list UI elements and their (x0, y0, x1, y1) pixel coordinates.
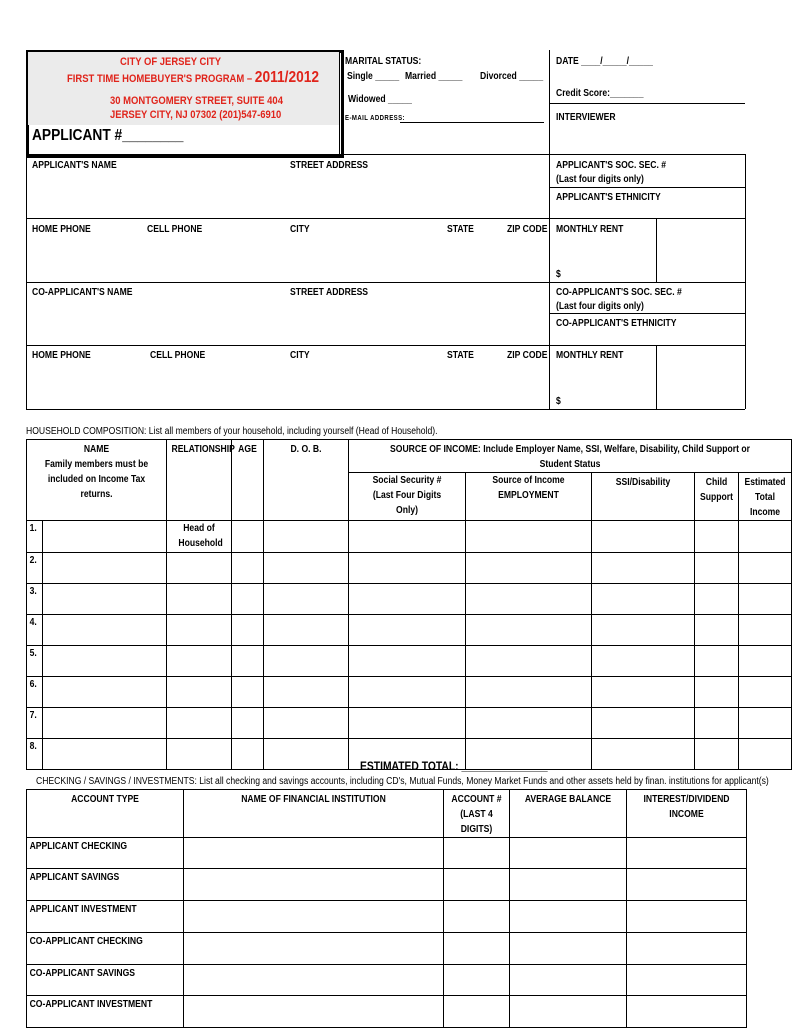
applicant-zip-label[interactable]: ZIP CODE (507, 224, 548, 235)
applicant-rent-dollar: $ (556, 269, 561, 280)
col-interest-header: INTEREST/DIVIDEND INCOME (643, 794, 730, 820)
applicant-monthly-rent-label[interactable]: MONTHLY RENT (556, 224, 624, 235)
table-row[interactable]: CO-APPLICANT CHECKING (27, 933, 747, 965)
household-table (26, 439, 792, 770)
applicant-city-label[interactable]: CITY (290, 224, 310, 235)
source-of-income-header: SOURCE OF INCOME: Include Employer Name, SSI, Welfare, Disability, Child Support or Student Status (390, 444, 751, 470)
coapplicant-state-label[interactable]: STATE (447, 350, 474, 361)
coapplicant-ssn-label[interactable]: CO-APPLICANT'S SOC. SEC. # (556, 287, 682, 298)
col-dob-header: D. O. B. (290, 444, 322, 455)
city-title: CITY OF JERSEY CITY (120, 56, 222, 68)
col-account-number-header: ACCOUNT # (LAST 4 DIGITS) (451, 794, 502, 835)
accounts-intro: CHECKING / SAVINGS / INVESTMENTS: List all checking and savings accounts, including CD's, Mutual Funds, Money Market Funds and other assets held by finan. institutions for applicant(s) (36, 776, 769, 787)
table-row[interactable]: CO-APPLICANT SAVINGS (27, 965, 747, 996)
applicant-ssn-note: (Last four digits only) (556, 174, 644, 185)
program-year: 2011/2012 (254, 69, 320, 86)
col-account-type-header: ACCOUNT TYPE (71, 794, 139, 805)
col-institution-header: NAME OF FINANCIAL INSTITUTION (241, 794, 386, 805)
applicant-street-label[interactable]: STREET ADDRESS (290, 160, 369, 171)
table-row[interactable]: 5. (27, 646, 792, 677)
applicant-name-label[interactable]: APPLICANT'S NAME (32, 160, 117, 171)
applicant-ssn-label[interactable]: APPLICANT'S SOC. SEC. # (556, 160, 667, 171)
col-ss-header: Social Security # (Last Four Digits Only) (372, 475, 442, 516)
head-of-household: Head of Household (178, 523, 223, 549)
email-field[interactable] (400, 122, 544, 123)
estimated-total[interactable]: ESTIMATED TOTAL: _______________ (360, 759, 548, 773)
table-row[interactable]: 3. (27, 584, 792, 615)
marital-status-label: MARITAL STATUS: (345, 56, 422, 67)
accounts-table (26, 789, 747, 1028)
coapplicant-rent-dollar: $ (556, 396, 561, 407)
email-label: E-MAIL ADDRESS: (345, 115, 405, 122)
coapplicant-home-phone-label[interactable]: HOME PHONE (32, 350, 91, 361)
interviewer-label[interactable]: INTERVIEWER (556, 112, 616, 123)
table-row[interactable]: 8. (27, 739, 792, 770)
applicant-number[interactable]: APPLICANT #________ (32, 127, 184, 144)
table-row[interactable]: CO-APPLICANT INVESTMENT (27, 996, 747, 1028)
table-row[interactable]: 1. Head of Household (27, 521, 792, 553)
coapplicant-zip-label[interactable]: ZIP CODE (507, 350, 548, 361)
applicant-cell-phone-label[interactable]: CELL PHONE (147, 224, 203, 235)
coapplicant-monthly-rent-label[interactable]: MONTHLY RENT (556, 350, 624, 361)
credit-score-field[interactable]: Credit Score:_______ (556, 88, 644, 99)
col-name-header: NAME (83, 444, 110, 455)
address-line2: JERSEY CITY, NJ 07302 (201)547-6910 (110, 109, 282, 121)
coapplicant-name-label[interactable]: CO-APPLICANT'S NAME (32, 287, 133, 298)
table-row[interactable]: 6. (27, 677, 792, 708)
divorced-option[interactable]: Divorced _____ (480, 71, 544, 82)
col-source-header: Source of Income EMPLOYMENT (492, 475, 565, 501)
col-ssi-header: SSI/Disability (615, 477, 671, 488)
coapplicant-city-label[interactable]: CITY (290, 350, 310, 361)
col-total-header: Estimated Total Income (744, 477, 786, 518)
col-name-note: Family members must be included on Income Tax returns. (44, 459, 149, 500)
table-row[interactable]: 2. (27, 553, 792, 584)
program-title (67, 69, 320, 86)
applicant-home-phone-label[interactable]: HOME PHONE (32, 224, 91, 235)
coapplicant-street-label[interactable]: STREET ADDRESS (290, 287, 369, 298)
applicant-state-label[interactable]: STATE (447, 224, 474, 235)
table-row[interactable]: 4. (27, 615, 792, 646)
table-row[interactable]: APPLICANT SAVINGS (27, 869, 747, 901)
married-option[interactable]: Married _____ (405, 71, 463, 82)
program-name: FIRST TIME HOMEBUYER'S PROGRAM – (67, 73, 253, 85)
household-intro: HOUSEHOLD COMPOSITION: List all members of your household, including yourself (Head of Household). (26, 426, 438, 437)
applicant-ethnicity-label[interactable]: APPLICANT'S ETHNICITY (556, 192, 661, 203)
widowed-option[interactable]: Widowed _____ (348, 94, 412, 105)
coapplicant-ssn-note: (Last four digits only) (556, 301, 644, 312)
col-relationship-header: RELATIONSHIP (171, 444, 235, 455)
table-row[interactable]: APPLICANT INVESTMENT (27, 901, 747, 933)
table-row[interactable]: APPLICANT CHECKING (27, 838, 747, 869)
col-child-header: Child Support (700, 477, 733, 503)
single-option[interactable]: Single _____ (347, 71, 400, 82)
col-average-balance-header: AVERAGE BALANCE (524, 794, 612, 805)
date-field[interactable]: DATE ____/_____/_____ (556, 56, 653, 67)
address-line1: 30 MONTGOMERY STREET, SUITE 404 (110, 95, 283, 107)
col-age-header: AGE (238, 444, 257, 455)
coapplicant-ethnicity-label[interactable]: CO-APPLICANT'S ETHNICITY (556, 318, 677, 329)
coapplicant-cell-phone-label[interactable]: CELL PHONE (150, 350, 206, 361)
table-row[interactable]: 7. (27, 708, 792, 739)
